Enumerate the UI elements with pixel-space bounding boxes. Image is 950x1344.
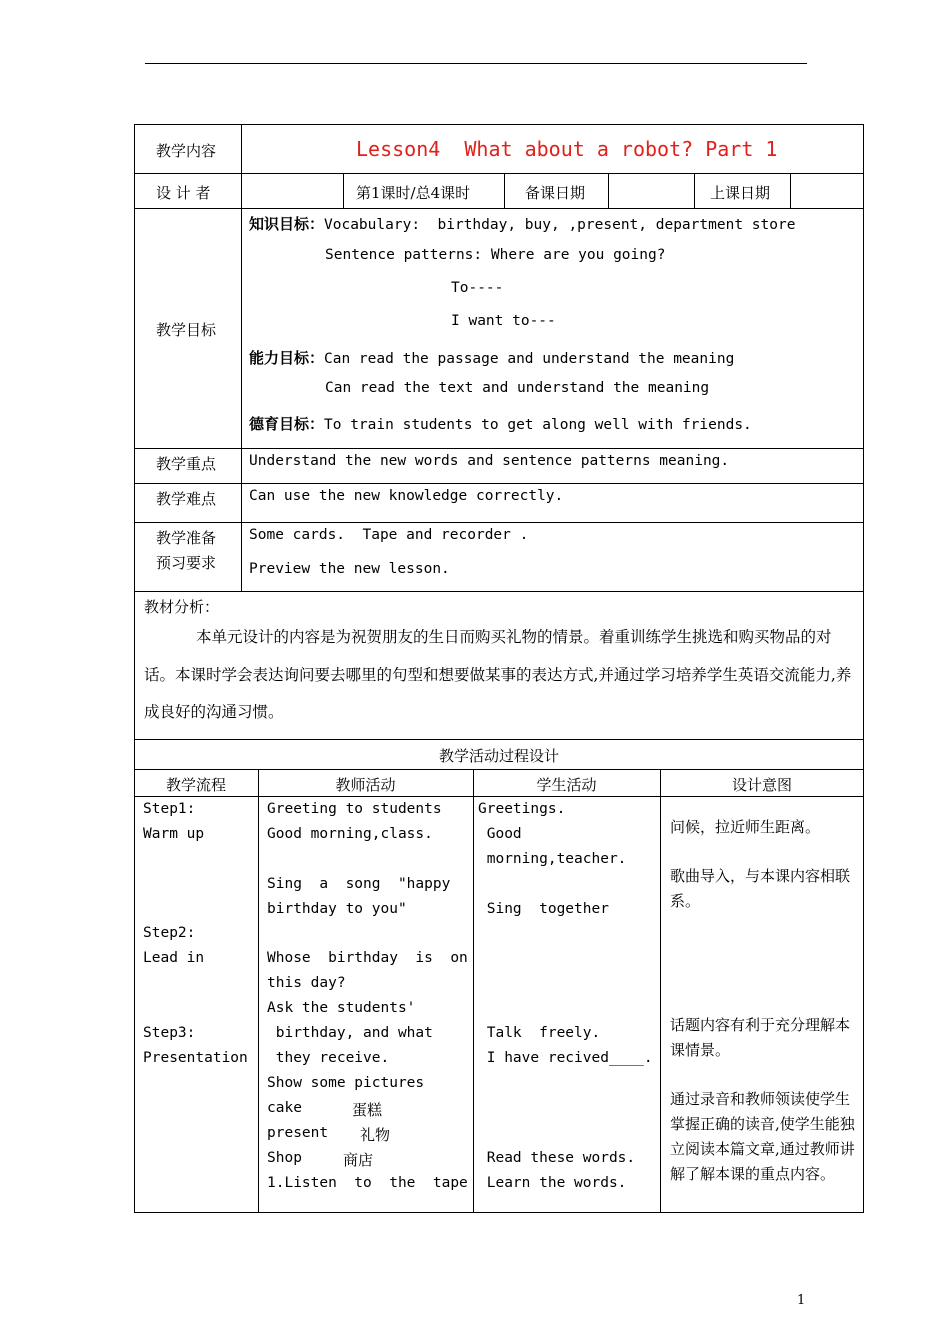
difficulty-label: 教学难点 <box>156 490 217 508</box>
content-label: 教学内容 <box>156 142 217 160</box>
col-header-student: 学生活动 <box>536 776 597 794</box>
teacher-line: they receive. <box>267 1050 390 1066</box>
to-line: To---- <box>451 280 504 296</box>
prep-text-2: Preview the new lesson. <box>249 561 450 577</box>
col-header-intent: 设计意图 <box>731 776 792 794</box>
col-header-flow: 教学流程 <box>165 776 226 794</box>
teacher-line: Sing a song "happy <box>267 876 451 892</box>
key-label: 教学重点 <box>156 455 217 473</box>
step-name: Presentation <box>143 1050 248 1066</box>
ability-label: 能力目标： <box>249 349 325 367</box>
intent-text: 歌曲导入，与本课内容相联系。 <box>670 867 851 910</box>
teacher-line: 1.Listen to the tape <box>267 1175 468 1191</box>
col-header-teacher: 教师活动 <box>335 776 396 794</box>
moral-text: To train students to get along well with friends. <box>324 417 752 433</box>
step-label: Step1: <box>143 801 196 817</box>
teacher-line: birthday to you" <box>267 901 407 917</box>
teacher-line: birthday, and what <box>267 1025 433 1041</box>
teacher-line: Good morning,class. <box>267 826 433 842</box>
teacher-line: Show some pictures <box>267 1075 425 1091</box>
prep-label-2: 预习要求 <box>156 554 217 572</box>
intent-text: 问候，拉近师生距离。 <box>670 818 821 836</box>
sentence-line: Sentence patterns: Where are you going? <box>325 247 666 263</box>
student-line: I have recived____. <box>478 1050 653 1066</box>
vocab-word: present <box>267 1125 329 1141</box>
difficulty-text: Can use the new knowledge correctly. <box>249 488 564 504</box>
key-text: Understand the new words and sentence patterns meaning. <box>249 453 730 469</box>
class-date-label: 上课日期 <box>710 184 771 202</box>
prep-date-label: 备课日期 <box>525 184 586 202</box>
knowledge-text: Vocabulary: birthday, buy, ,present, department store <box>324 217 796 233</box>
teacher-line: this day? <box>267 975 346 991</box>
analysis-text: 本单元设计的内容是为祝贺朋友的生日而购买礼物的情景。着重训练学生挑选和购买物品的对话。本课时学会表达询问要去哪里的句型和想要做某事的表达方式,并通过学习培养学生英语交流能力,养成良好的沟通习惯。 <box>144 628 852 721</box>
analysis-label: 教材分析： <box>144 598 220 616</box>
vocab-meaning: 商店 <box>343 1151 374 1169</box>
vocab-word: cake <box>267 1100 302 1116</box>
ability-text-2: Can read the text and understand the meaning <box>325 380 710 396</box>
student-line: Sing together <box>478 901 609 917</box>
moral-label: 德育目标： <box>249 415 325 433</box>
intent-text: 通过录音和教师领读使学生掌握正确的读音,使学生能独立阅读本篇文章,通过教师讲解了解本课的重点内容。 <box>670 1090 855 1183</box>
step-name: Lead in <box>143 950 205 966</box>
knowledge-label: 知识目标： <box>249 215 325 233</box>
prep-label-1: 教学准备 <box>156 529 217 547</box>
student-line: Learn the words. <box>478 1175 627 1191</box>
vocab-meaning: 礼物 <box>360 1126 391 1144</box>
vocab-word: Shop <box>267 1150 302 1166</box>
step-label: Step2: <box>143 925 196 941</box>
teacher-line: Greeting to students <box>267 801 442 817</box>
student-line: Good <box>478 826 522 842</box>
intent-text: 话题内容有利于充分理解本课情景。 <box>670 1016 851 1059</box>
student-line: morning,teacher. <box>478 851 627 867</box>
ability-text: Can read the passage and understand the meaning <box>324 351 735 367</box>
want-line: I want to--- <box>451 313 556 329</box>
lesson-title: Lesson4 What about a robot? Part 1 <box>356 137 778 161</box>
prep-text-1: Some cards. Tape and recorder . <box>249 527 529 543</box>
activity-title: 教学活动过程设计 <box>438 747 559 765</box>
step-label: Step3: <box>143 1025 196 1041</box>
vocab-meaning: 蛋糕 <box>352 1101 383 1119</box>
goals-label: 教学目标 <box>156 321 217 339</box>
teacher-line: Ask the students' <box>267 1000 416 1016</box>
page-number: 1 <box>797 1293 806 1308</box>
step-name: Warm up <box>143 826 205 842</box>
header-rule <box>145 63 807 64</box>
student-line: Talk freely. <box>478 1025 601 1041</box>
period-text: 第1课时/总4课时 <box>356 184 471 202</box>
student-line: Greetings. <box>478 801 566 817</box>
designer-label: 设 计 者 <box>156 184 211 202</box>
teacher-line: Whose birthday is on <box>267 950 468 966</box>
student-line: Read these words. <box>478 1150 636 1166</box>
